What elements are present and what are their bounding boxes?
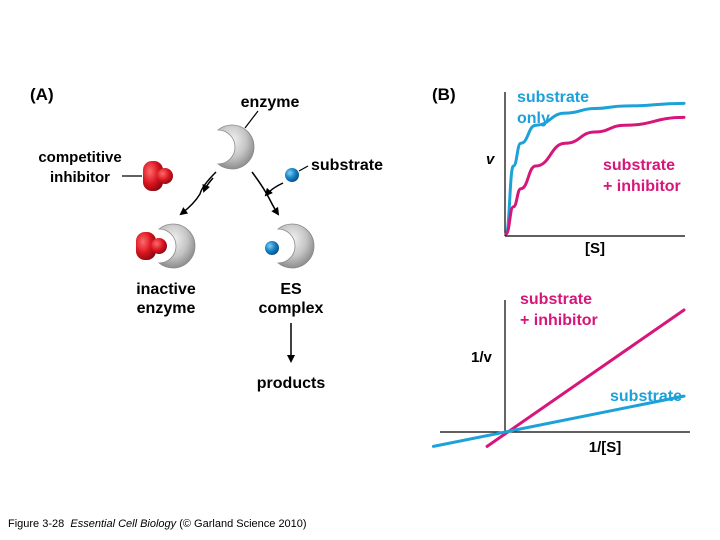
inactive-enzyme-label-line1: inactive — [136, 281, 196, 298]
inhibitor-binding-arrow — [181, 172, 216, 214]
mm-series-1 — [506, 117, 684, 234]
michaelis-menten-chart — [486, 89, 685, 257]
es-complex-label-line2: complex — [258, 300, 324, 317]
lb-legend-inhibitor-line2: + inhibitor — [520, 312, 598, 329]
caption-book-title: Essential Cell Biology — [70, 518, 177, 530]
panel-b — [432, 85, 690, 456]
substrate-label: substrate — [311, 157, 384, 174]
lb-y-label: 1/v — [471, 349, 492, 366]
mm-legend-inhibitor-line2: + inhibitor — [603, 178, 681, 195]
competitive-inhibitor-label-line2: inhibitor — [50, 169, 110, 186]
bound-substrate-icon — [265, 241, 279, 255]
caption-credit: (© Garland Science 2010) — [179, 518, 307, 530]
panel-b-label: (B) — [432, 85, 456, 104]
enzyme-pointer — [245, 111, 258, 128]
es-complex-enzyme-icon — [278, 224, 314, 268]
mm-x-label: [S] — [585, 240, 605, 257]
inactive-enzyme-label-line2: enzyme — [136, 300, 196, 317]
competitive-inhibitor-label-line1: competitive — [38, 149, 122, 166]
enzyme-label: enzyme — [240, 94, 300, 111]
substrate-approach-arrow — [266, 183, 283, 195]
mm-legend-inhibitor-line1: substrate — [603, 157, 676, 174]
enzyme-icon — [218, 125, 254, 169]
panel-a — [30, 85, 383, 392]
mm-legend-substrate-only-line2: only — [517, 110, 550, 127]
lb-legend-substrate: substrate — [610, 388, 683, 405]
inhibitor-icon — [143, 161, 173, 191]
lb-legend-inhibitor-line1: substrate — [520, 291, 593, 308]
es-complex-label-line1: ES — [280, 281, 302, 298]
substrate-pointer — [299, 166, 308, 171]
caption-figure-number: Figure 3-28 — [8, 518, 65, 530]
figure-caption — [8, 518, 307, 530]
panel-a-label: (A) — [30, 85, 54, 104]
products-label: products — [256, 375, 326, 392]
mm-y-label: v — [486, 151, 495, 168]
substrate-binding-arrow — [252, 172, 278, 214]
bound-inhibitor-icon — [136, 232, 167, 260]
lb-series-0 — [487, 310, 684, 446]
substrate-icon — [285, 168, 299, 182]
lb-x-label: 1/[S] — [588, 439, 622, 456]
lineweaver-burk-chart — [433, 291, 690, 456]
mm-legend-substrate-only-line1: substrate — [517, 89, 590, 106]
